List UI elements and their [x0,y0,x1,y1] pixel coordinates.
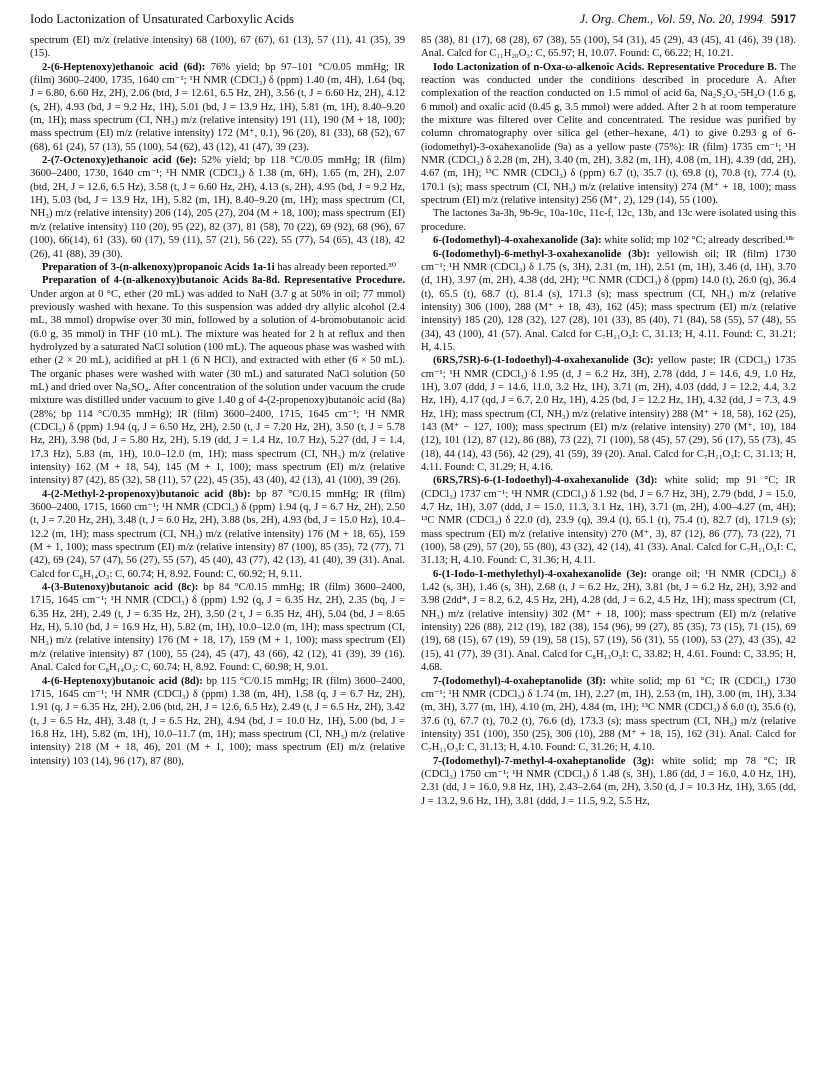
paragraph [30,34,405,61]
paragraph [421,755,796,808]
paragraph-text: white solid; mp 91 °C; IR (CDCl₃) 1737 cm⁻¹; ¹H NMR (CDCl₃) δ 1.92 (bd, J = 6.7 Hz, 3H), 2.79 (bdd, J = 15.0, 4.7 Hz, 1H), 3.07 (ddd, J = 15.0, 11.3, 3.1 Hz, 1H), 3.71 (m, 2H), 4.00–4.27 (m, 4H); ¹³C NMR (CDCl₃) δ 22.0 (d), 23.9 (q), 39.4 (t), 65.1 (t), 75.4 (t), 82.7 (d), 171.9 (s); mass spectrum (EI) m/z (relative intensity) 270 (M⁺, 3), 87 (12), 86 (77), 73 (22), 71 (100), 58 (29), 57 (20), 55 (80), 43 (32), 42 (14), 41 (33). Anal. Calcd for C₇H₁₁O₃I: C, 31.13; H, 4.10. Found: C, 31.36; H, 4.11. [421,475,796,567]
paragraph [421,34,796,61]
compound-heading: 6-(1-Iodo-1-methylethyl)-4-oxahexanolide (3e): [433,568,647,580]
paragraph-text: white solid; mp 78 °C; IR (CDCl₃) 1750 cm⁻¹; ¹H NMR (CDCl₃) δ 1.48 (s, 3H), 1.86 (dd, J = 16.0, 4.0 Hz, 1H), 2.31 (dd, J = 16.0, 9.8 Hz, 1H), 2.43–2.64 (m, 2H), 3.50 (d, J = 10.3 Hz, 1H), 3.65 (dd, J = 13.2, 9.6 Hz, 1H), 3.81 (ddd, J = 11.5, 9.2, 5.5 Hz, [421,755,796,807]
page-number: 5917 [770,12,796,26]
paragraph [421,234,796,247]
paragraph [30,488,405,581]
paragraph-text: orange oil; ¹H NMR (CDCl₃) δ 1.42 (s, 3H), 1.46 (s, 3H), 2.68 (t, J = 6.2 Hz, 2H), 3.81 (bt, J = 6.2 Hz, 2H), 3.92 and 3.98 (2dd*, J = 8.2, 6.2, 4.5 Hz, 2H), 4.28 (dd, J = 6.2, 4.5 Hz, 1H); mass spectrum (CI, NH₃) m/z (relative intensity) 302 (M⁺ + 18, 100); mass spectrum (EI) m/z (relative intensity) 226 (88), 212 (19), 182 (38), 154 (96), 99 (27), 85 (35), 73 (15), 71 (15), 69 (19), 68 (15), 67 (19), 59 (19), 58 (15), 57 (19), 56 (31), 55 (100), 53 (27), 43 (35), 42 (15), 41 (77), 39 (31). Anal. Calcd for C₈H₁₃O₃I: C, 33.82; H, 4.61. Found: C, 33.95; H, 4.68. [421,568,796,674]
paragraph-text: 52% yield; bp 118 °C/0.05 mmHg; IR (film) 3600–2400, 1730, 1640 cm⁻¹; ¹H NMR (CDCl₃) δ 1.38 (m, 6H), 1.65 (m, 2H), 2.07 (btd, 2H, J = 12.6, 6.5 Hz), 3.58 (t, J = 6.60 Hz, 2H), 4.13 (s, 2H), 4.95 (bd, J = 9.2 Hz, 1H), 5.03 (bd, J = 13.9 Hz, 1H), 5.82 (m, 1H), 8.40–9.20 (m, 1H); mass spectrum (CI, NH₃) m/z (relative intensity) 206 (14), 205 (27), 204 (M + 18, 100); mass spectrum (EI) m/z (relative intensity) 110 (20), 95 (22), 82 (37), 81 (58), 70 (22), 69 (92), 68 (96), 67 (100), 66(14), 61 (33), 60 (17), 59 (11), 57 (21), 56 (22), 55 (77), 54 (65), 43 (18), 42 (26), 41 (88), 39 (30). [30,155,405,260]
compound-heading: Preparation of 4-(n-alkenoxy)butanoic Acids 8a-8d. Representative Procedure. [42,275,405,287]
paragraph-text: The reaction was conducted under the conditions described in procedure A. After complexation of the reaction conducted on 1.5 mmol of acid 6a, Na₂S₂O₃·5H₂O (1.6 g, 6 mmol) and oxalic acid (0.45 g, 3.5 mmol) were added. After 2 h at room temperature the mixture was filtered over Celite and concentrated. The residue was purified by column chromatography over silica gel (ether–hexane, 4/1) to give 0.293 g of 6-(iodomethyl)-3-oxahexanolide (9a) as a yellow paste (75%): IR (film) 1735 cm⁻¹; ¹H NMR (CDCl₃) δ 2.28 (m, 2H), 3.40 (m, 2H), 3.82 (m, 1H), 4.08 (m, 1H), 4.39 (dd, 2H), 4.67 (m, 1H); ¹³C NMR (CDCl₃) δ (ppm) 6.7 (t), 35.7 (t), 69.8 (t), 70.8 (t), 77.4 (t), 170.1 (s); mass spectrum (CI, NH₃) m/z (relative intensity) 274 (M⁺ + 18, 100); mass spectrum (EI) m/z (relative intensity) 256 (M⁺, 2), 129 (14), 55 (100). [421,61,796,207]
running-title: Iodo Lactonization of Unsaturated Carboxylic Acids [30,12,295,26]
paragraph-text: white solid; mp 102 °C; already described.¹⁸ᶜ [601,235,795,247]
paragraph [30,581,405,674]
paragraph [30,261,405,274]
paragraph [421,675,796,755]
paragraph-text: yellow paste; IR (CDCl₃) 1735 cm⁻¹; ¹H NMR (CDCl₃) δ 1.95 (d, J = 6.2 Hz, 3H), 2.78 (ddd, J = 14.6, 4.9, 1.0 Hz, 1H), 3.07 (ddd, J = 14.6, 11.0, 3.2 Hz, 1H), 3.71 (m, 2H), 4.03 (ddd, J = 12.2, 4.4, 3.2 Hz, 1H), 4.17 (qd, J = 6.7, 2.0 Hz, 1H), 4.25 (bd, J = 12.2 Hz, 1H), 4.32 (dd, J = 7.3, 4.9 Hz, 1H); mass spectrum (CI, NH₃) m/z (relative intensity) 288 (M⁺ + 18, 58), 162 (25), 143 (M⁺ − 127, 100); mass spectrum (EI) m/z (relative intensity) 270 (M⁺, 10), 184 (12), 101 (12), 87 (12), 86 (88), 73 (22), 71 (100), 58 (45), 57 (29), 56 (17), 55 (73), 45 (18), 44 (14), 43 (56), 42 (29), 41 (59), 39 (20). Anal. Calcd for C₇H₁₁O₃I: C, 31.13; H, 4.11. Found: C, 31.29; H, 4.16. [421,355,796,473]
paragraph-text: bp 115 °C/0.15 mmHg; IR (film) 3600–2400, 1715, 1645 cm⁻¹; ¹H NMR (CDCl₃) δ (ppm) 1.38 (m, 4H), 1.58 (q, J = 6.7 Hz, 2H), 1.91 (q, J = 6.35 Hz, 2H), 2.06 (btd, 2H, J = 12.6, 6.5 Hz), 2.49 (t, J = 6.5 Hz, 2H), 3.42 (t, J = 6.5 Hz, 4H), 3.48 (t, J = 6.5 Hz, 2H), 4.94 (bd, J = 10.0 Hz, 1H), 5.00 (bd, J = 16.8 Hz, 1H), 5.82 (m, 1H), 10.0–11.7 (m, 1H); mass spectrum (CI, NH₃) m/z (relative intensity) 218 (M + 18, 46), 201 (M + 1, 100); mass spectrum (EI) m/z (relative intensity) 103 (14), 96 (17), 87 (80), [30,675,405,767]
paragraph [421,568,796,675]
text-columns [30,34,796,808]
right-column [421,34,796,808]
paragraph-text: 76% yield; bp 97–101 °C/0.05 mmHg; IR (film) 3600–2400, 1735, 1640 cm⁻¹; ¹H NMR (CDCl₃) δ (ppm) 1.40 (m, 4H), 1.64 (bq, J = 6.80, 6.60 Hz, 2H), 2.06 (btd, J = 12.61, 6.5 Hz, 2H), 3.56 (t, J = 6.60 Hz, 2H), 4.12 (s, 2H), 4.93 (bd, J = 9.2 Hz, 1H), 5.01 (bd, J = 13.9 Hz, 1H), 5.81 (m, 1H), 8.40–9.20 (m, 1H); mass spectrum (CI, NH₃) m/z (relative intensity) 191 (11), 190 (M + 18, 100); mass spectrum (EI) m/z (relative intensity) 172 (M⁺, 0.1), 96 (20), 81 (33), 68 (52), 67 (68), 61 (24), 57 (13), 55 (100), 54 (62), 43 (12), 41 (47), 39 (23). [30,61,405,153]
paragraph-text: bp 87 °C/0.15 mmHg; IR (film) 3600–2400, 1715, 1660 cm⁻¹; ¹H NMR (CDCl₃) δ (ppm) 1.94 (q, J = 6.7 Hz, 2H), 2.50 (t, J = 7.20 Hz, 2H), 3.48 (t, J = 6.0 Hz, 2H), 3.88 (bs, 2H), 4.93 (bd, J = 15.0 Hz), 10.4–12.2 (m, 1H); mass spectrum (CI, NH₃) m/z (relative intensity) 176 (M + 18, 65), 159 (M + 1, 100); mass spectrum (EI) m/z (relative intensity) 87 (100), 85 (35), 72 (77), 71 (42), 69 (24), 57 (47), 56 (27), 55 (57), 45 (40), 43 (77), 42 (13), 41 (40), 39 (31). Anal. Calcd for C₈H₁₄O₃: C, 60.74; H, 8.92. Found: C, 60.92; H, 9.11. [30,488,405,580]
running-head [30,12,796,34]
compound-heading: Iodo Lactonization of n-Oxa-ω-alkenoic Acids. Representative Procedure B. [433,61,777,73]
compound-heading: Preparation of 3-(n-alkenoxy)propanoic Acids 1a-1i [42,261,275,273]
paragraph [421,61,796,208]
compound-heading: 6-(Iodomethyl)-6-methyl-3-oxahexanolide (3b): [433,248,650,260]
paragraph-text: spectrum (EI) m/z (relative intensity) 68 (100), 67 (67), 61 (13), 57 (11), 41 (35), 39 (15). [30,35,405,60]
compound-heading: 4-(3-Butenoxy)butanoic acid (8c): [42,582,199,594]
paragraph-text: bp 84 °C/0.15 mmHg; IR (film) 3600–2400, 1715, 1645 cm⁻¹; ¹H NMR (CDCl₃) δ (ppm) 1.92 (q, J = 6.35 Hz, 2H), 2.35 (bq, J = 6.35 Hz, 2H), 2.49 (t, J = 6.35 Hz, 2H), 3.50 (2 t, J = 6.35 Hz, 4H), 5.04 (bd, J = 8.65 Hz, H), 5.10 (bd, J = 16.9 Hz, H), 5.82 (m, 1H), 10.0–12.0 (m, 1H); mass spectrum (CI, NH₃) m/z (relative intensity) 176 (M + 18, 17), 159 (M + 1, 100); mass spectrum (EI) m/z (relative intensity) 87 (100), 55 (24), 45 (47), 43 (66), 42 (12), 41 (39), 39 (16). Anal. Calcd for C₈H₁₄O₃: C, 60.74; H, 8.92. Found: C, 60.98; H, 9.01. [30,582,405,674]
compound-heading: 6-(Iodomethyl)-4-oxahexanolide (3a): [433,235,602,247]
paragraph [30,274,405,488]
compound-heading: 2-(7-Octenoxy)ethanoic acid (6e): [42,155,197,167]
paragraph [421,207,796,234]
compound-heading: (6RS,7SR)-6-(1-Iodoethyl)-4-oxahexanolide (3c): [433,355,654,367]
paragraph [30,154,405,261]
paragraph-text: has already been reported.³⁰ [274,261,396,273]
compound-heading: 7-(Iodomethyl)-4-oxaheptanolide (3f): [433,675,606,687]
paragraph-text: Under argon at 0 °C, ether (20 mL) was added to NaH (3.7 g at 50% in oil; 77 mmol) previously washed with hexane. To this suspension was added dry allylic alcohol (2.4 mL, 38 mmol) dropwise over 30 min, followed by a solution of 4-bromobutanoic acid (6.0 g, 35 mmol) in THF (10 mL). The mixture was heated for 2 h at reflux and then hydrolyzed by a saturated NaCl solution (100 mL). The aqueous phase was washed with ether (2 × 20 mL), acidified at pH 1 (6 N HCl), and extracted with ether (6 × 50 mL). The organic phases were washed with water (30 mL) and saturated NaCl solution (50 mL) and dried over Na₂SO₄. After concentration of the solution under vacuum the crude mixture was distilled under vacuum to give 1.40 g of 4-(2-propenoxy)butanoic acid (8a) (28%; bp 114 °C/0.35 mmHg); IR (film) 3600–2400, 1715, 1645 cm⁻¹; ¹H NMR (CDCl₃) δ (ppm) 1.94 (q, J = 6.50 Hz, 2H), 2.50 (t, J = 7.20 Hz, 2H), 3.50 (t, J = 5.78 Hz, 2H), 3.98 (bd, J = 5.80 Hz, 2H), 5.19 (dd, J = 1.4 Hz, 10.7 Hz), 5.27 (dd, J = 1.4, 17.3 Hz), 5.83 (m, 1H), 10.0–12.0 (m, 1H); mass spectrum (CI, NH₃) m/z (relative intensity) 162 (M + 18, 54), 145 (M + 1, 100); mass spectrum (EI) m/z (relative intensity) 87 (42), 85 (32), 58 (11), 57 (22), 45 (35), 43 (40), 42 (13), 41 (100), 39 (26). [30,288,405,487]
compound-heading: 2-(6-Heptenoxy)ethanoic acid (6d): [42,61,206,73]
paragraph [30,61,405,154]
paragraph-text: The lactones 3a-3h, 9b-9c, 10a-10c, 11c-f, 12c, 13b, and 13c were isolated using this procedure. [421,208,796,233]
paragraph-text: yellowish oil; IR (film) 1730 cm⁻¹; ¹H NMR (CDCl₃) δ 1.75 (s, 3H), 2.31 (m, 1H), 2.51 (m, 1H), 3.46 (d, 1H), 3.70 (d, 1H), 3.97 (m, 2H), 4.38 (dd, 2H); ¹³C NMR (CDCl₃) δ (ppm) 14.0 (t), 26.0 (q), 36.4 (t), 65.5 (t), 68.7 (t), 81.4 (s), 171.3 (s); mass spectrum (CI, NH₃) m/z (relative intensity) 306 (100), 288 (M⁺ + 18, 43), 162 (45); mass spectrum (EI) m/z (relative intensity) 185 (20), 128 (32), 127 (28), 101 (33), 85 (40), 71 (84), 58 (55), 57 (48), 55 (34), 43 (100), 41 (57). Anal. Calcd for C₇H₁₁O₃I: C, 31.13; H, 4.11. Found: C, 31.21; H, 4.15. [421,248,796,353]
paragraph-text: white solid; mp 61 °C; IR (CDCl₃) 1730 cm⁻¹; ¹H NMR (CDCl₃) δ 1.74 (m, 1H), 2.27 (m, 1H), 2.53 (m, 1H), 3.00 (m, 1H), 3.34 (m, 3H), 3.77 (m, 1H), 4.10 (m, 2H), 4.84 (m, 1H); ¹³C NMR (CDCl₃) δ 6.0 (t), 35.6 (t), 37.6 (t), 67.7 (t), 70.2 (t), 76.6 (d), 173.3 (s); mass spectrum (CI, NH₃) m/z (relative intensity) 351 (100), 350 (25), 306 (10), 288 (M⁺ + 18, 15), 162 (31). Anal. Calcd for C₇H₁₁O₃I: C, 31.13; H, 4.10. Found: C, 31.26; H, 4.10. [421,675,796,754]
journal-citation: J. Org. Chem., Vol. 59, No. 20, 1994 [579,12,763,26]
paragraph [421,354,796,474]
compound-heading: 7-(Iodomethyl)-7-methyl-4-oxaheptanolide (3g): [433,755,655,767]
paragraph [30,675,405,768]
paragraph [421,474,796,567]
compound-heading: 4-(6-Heptenoxy)butanoic acid (8d): [42,675,203,687]
paragraph-text: 85 (38), 81 (17), 68 (28), 67 (38), 55 (100), 54 (31), 45 (29), 43 (45), 41 (46), 39 (18). Anal. Calcd for C₁₁H₂₀O₃: C, 65.97; H, 10.07. Found: C, 66.22; H, 10.21. [421,35,796,60]
paragraph [421,248,796,355]
compound-heading: 4-(2-Methyl-2-propenoxy)butanoic acid (8b): [42,488,251,500]
compound-heading: (6RS,7RS)-6-(1-Iodoethyl)-4-oxahexanolide (3d): [433,475,658,487]
left-column [30,34,405,808]
